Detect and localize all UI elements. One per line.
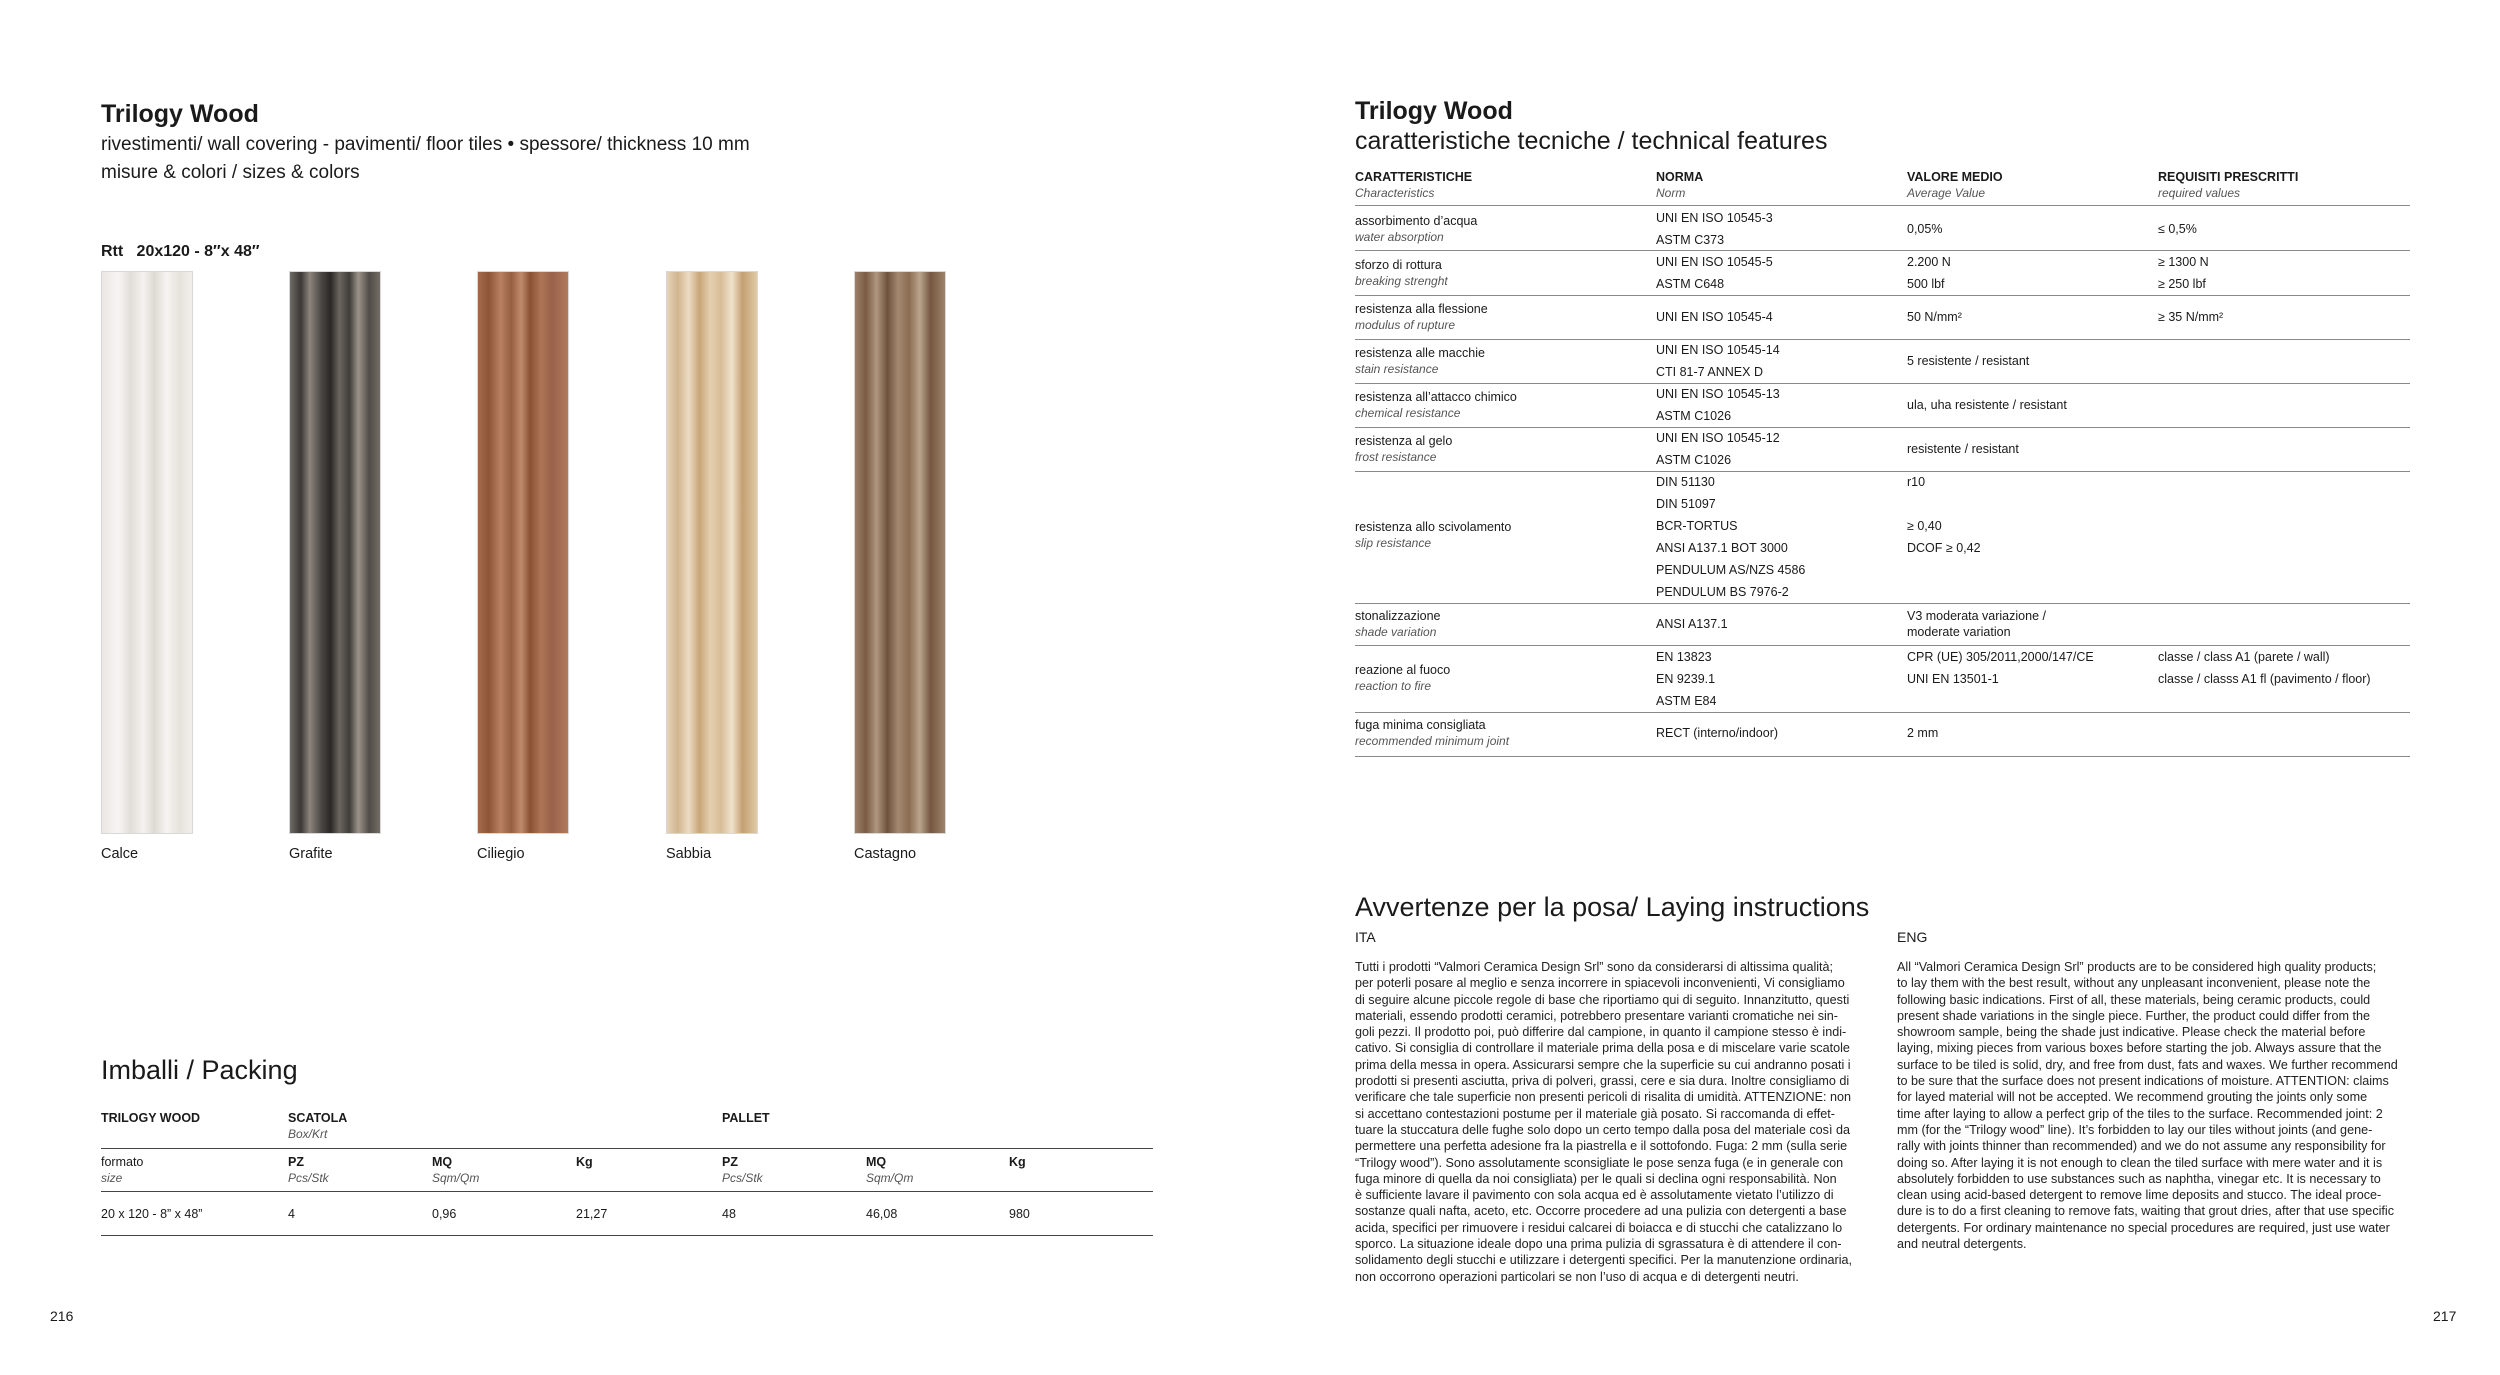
packing-rule-3 bbox=[101, 1235, 1153, 1236]
ita-line: prima della messa in opera. Assicurarsi sempre che la superficie su cui andranno posati i bbox=[1355, 1057, 1851, 1072]
packing-rule-2 bbox=[101, 1191, 1153, 1192]
row-6-norm-5: PENDULUM BS 7976-2 bbox=[1656, 585, 1789, 599]
ita-line: sporco. La situazione ideale dopo una prima pulizia di sgrassatura è di attendere il con- bbox=[1355, 1237, 1842, 1252]
tech-rule-6 bbox=[1355, 471, 2410, 472]
row-3-it: resistenza alle macchie bbox=[1355, 346, 1485, 360]
page-number-left: 216 bbox=[50, 1308, 74, 1324]
packing-box-subheader: Box/Krt bbox=[288, 1127, 328, 1141]
tile-sabbia bbox=[666, 271, 758, 834]
col-box-mq-sub: Sqm/Qm bbox=[432, 1171, 480, 1185]
col-box-pz-sub: Pcs/Stk bbox=[288, 1171, 329, 1185]
row-2-value-0: 50 N/mm² bbox=[1907, 310, 1962, 324]
row-6-norm-2: BCR-TORTUS bbox=[1656, 519, 1738, 533]
ita-line: sostanze quali nafta, aceto, etc. Occorre procedere ad una pulizia con detergenti a base bbox=[1355, 1204, 1847, 1219]
hdr-norm-en: Norm bbox=[1656, 186, 1686, 200]
tile-calce bbox=[101, 271, 193, 834]
laying-title: Avvertenze per la posa/ Laying instructions bbox=[1355, 892, 1870, 922]
row-0-norm-0: UNI EN ISO 10545-3 bbox=[1656, 211, 1773, 225]
hdr-required: REQUISITI PRESCRITTI bbox=[2158, 170, 2299, 184]
row-4-norm-1: ASTM C1026 bbox=[1656, 409, 1732, 423]
tech-rule-3 bbox=[1355, 339, 2410, 340]
tech-rule-8 bbox=[1355, 645, 2410, 646]
tile-caption-ciliegio: Ciliegio bbox=[477, 846, 525, 862]
eng-line: for layed material will not be accepted. We recommend grouting the joints only some bbox=[1897, 1090, 2368, 1105]
row-1-norm-1: ASTM C648 bbox=[1656, 277, 1725, 291]
row-box-mq: 0,96 bbox=[432, 1207, 457, 1221]
row-9-en: recommended minimum joint bbox=[1355, 734, 1510, 748]
row-7-it: stonalizzazione bbox=[1355, 609, 1441, 623]
row-8-value-0: CPR (UE) 305/2011,2000/147/CE bbox=[1907, 650, 2094, 664]
eng-line: clean using acid-based detergent to remove lime deposits and stucco. The ideal proce- bbox=[1897, 1188, 2382, 1203]
row-0-value-0: 0,05% bbox=[1907, 222, 1943, 236]
row-box-kg: 21,27 bbox=[576, 1207, 608, 1221]
row-8-value-1: UNI EN 13501-1 bbox=[1907, 672, 1999, 686]
tech-rule-2 bbox=[1355, 295, 2410, 296]
row-0-en: water absorption bbox=[1355, 230, 1444, 244]
tech-rule-10 bbox=[1355, 756, 2410, 757]
ita-line: per poterli posare al meglio e senza incorrere in spiacevoli inconvenienti, Vi consigliamo bbox=[1355, 976, 1845, 991]
row-8-norm-2: ASTM E84 bbox=[1656, 694, 1717, 708]
row-1-en: breaking strenght bbox=[1355, 274, 1448, 288]
row-1-value-1: 500 lbf bbox=[1907, 277, 1945, 291]
tile-caption-castagno: Castagno bbox=[854, 846, 917, 862]
row-9-value-0: 2 mm bbox=[1907, 726, 1939, 740]
row-0-req-0: ≤ 0,5% bbox=[2158, 222, 2197, 236]
right-title: Trilogy Wood bbox=[1355, 97, 1513, 125]
ita-line: verificare che tale superficie non presenti pericoli di risalita di umidità. ATTENZIONE: non bbox=[1355, 1090, 1852, 1105]
row-box-pz: 4 bbox=[288, 1207, 295, 1221]
row-pallet-kg: 980 bbox=[1009, 1207, 1030, 1221]
col-pallet-mq: MQ bbox=[866, 1155, 887, 1169]
left-subtitle-2: misure & colori / sizes & colors bbox=[101, 162, 360, 183]
eng-line: to be sure that the surface does not present indications of moisture. ATTENTION: claims bbox=[1897, 1074, 2389, 1089]
col-pallet-pz: PZ bbox=[722, 1155, 738, 1169]
row-5-en: frost resistance bbox=[1355, 450, 1437, 464]
row-1-req-1: ≥ 250 lbf bbox=[2158, 277, 2206, 291]
ita-line: materiali, essendo prodotti ceramici, potrebbero presentare varianti cromatiche nei sin- bbox=[1355, 1008, 1838, 1023]
row-8-en: reaction to fire bbox=[1355, 679, 1432, 693]
left-title: Trilogy Wood bbox=[101, 100, 259, 128]
eng-line: time after laying to allow a perfect grip of the tiles to the surface. Recommended joint: 2 bbox=[1897, 1106, 2383, 1121]
row-6-it: resistenza allo scivolamento bbox=[1355, 520, 1512, 534]
ita-line: fuga minore di quella da noi consigliata) per le quali si declina ogni responsabilità. Non bbox=[1355, 1171, 1837, 1186]
row-5-value-0: resistente / resistant bbox=[1907, 442, 2019, 456]
row-3-en: stain resistance bbox=[1355, 362, 1439, 376]
eng-line: showroom sample, being the shade just indicative. Please check the material before bbox=[1897, 1025, 2366, 1040]
col-pallet-pz-sub: Pcs/Stk bbox=[722, 1171, 763, 1185]
tile-caption-calce: Calce bbox=[101, 846, 139, 862]
packing-box-header: SCATOLA bbox=[288, 1111, 348, 1125]
row-5-it: resistenza al gelo bbox=[1355, 434, 1453, 448]
eng-line: and neutral detergents. bbox=[1897, 1237, 2027, 1252]
row-6-en: slip resistance bbox=[1355, 536, 1432, 550]
eng-line: dure is to do a first cleaning to remove fats, waiting that grout dries, after that use specific bbox=[1897, 1204, 2395, 1219]
eng-line: to lay them with the best result, without any unpleasant inconvenient, please note the bbox=[1897, 976, 2371, 991]
ita-line: è sufficiente lavare il pavimento con sola acqua ed è assolutamente vietato l’utilizzo di bbox=[1355, 1188, 1834, 1203]
tile-ciliegio bbox=[477, 271, 569, 834]
tile-castagno bbox=[854, 271, 946, 834]
row-9-norm-0: RECT (interno/indoor) bbox=[1656, 726, 1779, 740]
row-2-norm-0: UNI EN ISO 10545-4 bbox=[1656, 310, 1773, 324]
ita-line: di seguire alcune piccole regole di base che riportiamo qui di seguito. Innanzitutto, questi bbox=[1355, 992, 1850, 1007]
packing-rule-1 bbox=[101, 1148, 1153, 1149]
col-box-kg: Kg bbox=[576, 1155, 593, 1169]
ita-line: cativo. Si consiglia di controllare il materiale prima della posa e di miscelare varie scatole bbox=[1355, 1041, 1850, 1056]
tile-caption-grafite: Grafite bbox=[289, 846, 333, 862]
eng-line: surface to be tiled is solid, dry, and free from dust, fats and waxes. We further recommend bbox=[1897, 1057, 2398, 1072]
row-4-norm-0: UNI EN ISO 10545-13 bbox=[1656, 387, 1780, 401]
row-6-value-0: r10 bbox=[1907, 475, 1926, 489]
eng-line: present shade variations in the single piece. Further, the product could differ from the bbox=[1897, 1008, 2371, 1023]
row-4-value-0: ula, uha resistente / resistant bbox=[1907, 398, 2067, 412]
ita-line: solidamento degli stucchi e utilizzare i detergenti specifici. Per la manutenzione ordinaria, bbox=[1355, 1253, 1853, 1268]
eng-line: absolutely forbidden to use substances such as naphtha, vinegar etc. It is necessary to bbox=[1897, 1171, 2381, 1186]
row-4-en: chemical resistance bbox=[1355, 406, 1461, 420]
laying-ita-label: ITA bbox=[1355, 929, 1376, 945]
tile-caption-sabbia: Sabbia bbox=[666, 846, 712, 862]
eng-line: detergents. For ordinary maintenance no special procedures are required, just use water bbox=[1897, 1220, 2390, 1235]
ita-line: si accettano contestazioni postume per il materiale già posato. Si raccomanda di effet- bbox=[1355, 1106, 1835, 1121]
packing-product-header: TRILOGY WOOD bbox=[101, 1111, 201, 1125]
row-1-value-0: 2.200 N bbox=[1907, 255, 1951, 269]
row-5-norm-1: ASTM C1026 bbox=[1656, 453, 1732, 467]
laying-eng-label: ENG bbox=[1897, 929, 1928, 945]
eng-line: mm (for the “Trilogy wood” line). It’s forbidden to lay our tiles without joints (and gene- bbox=[1897, 1122, 2373, 1137]
eng-line: All “Valmori Ceramica Design Srl” products are to be considered high quality products; bbox=[1897, 960, 2377, 974]
tech-rule-4 bbox=[1355, 383, 2410, 384]
hdr-required-en: required values bbox=[2158, 186, 2241, 200]
row-5-norm-0: UNI EN ISO 10545-12 bbox=[1656, 431, 1780, 445]
ita-line: prodotti si presenti asciutta, priva di polveri, grassi, cere e sia dura. Inoltre consigliamo di bbox=[1355, 1074, 1850, 1089]
row-8-req-1: classe / classs A1 fl (pavimento / floor) bbox=[2158, 672, 2371, 686]
eng-line: doing so. After laying it is not enough to clean the tiled surface with mere water and it is bbox=[1897, 1155, 2383, 1170]
row-3-norm-0: UNI EN ISO 10545-14 bbox=[1656, 343, 1780, 357]
col-format-sub: size bbox=[101, 1171, 123, 1185]
tech-rule-7 bbox=[1355, 603, 2410, 604]
row-8-norm-1: EN 9239.1 bbox=[1656, 672, 1716, 686]
row-6-norm-0: DIN 51130 bbox=[1656, 475, 1715, 489]
size-label: Rtt 20x120 - 8″x 48″ bbox=[101, 243, 260, 260]
col-box-pz: PZ bbox=[288, 1155, 304, 1169]
hdr-norm: NORMA bbox=[1656, 170, 1704, 184]
row-6-value-2: ≥ 0,40 bbox=[1907, 519, 1942, 533]
ita-line: goli pezzi. Il prodotto poi, può differire dal campione, in quanto il campione stesso è indi- bbox=[1355, 1025, 1847, 1040]
tech-rule-9 bbox=[1355, 712, 2410, 713]
laying-eng-text bbox=[1897, 959, 2410, 1252]
row-pallet-pz: 48 bbox=[722, 1207, 736, 1221]
hdr-characteristics-en: Characteristics bbox=[1355, 186, 1435, 200]
row-0-it: assorbimento d’acqua bbox=[1355, 214, 1478, 228]
packing-title: Imballi / Packing bbox=[101, 1055, 298, 1085]
row-3-value-0: 5 resistente / resistant bbox=[1907, 354, 2030, 368]
col-format: formato bbox=[101, 1155, 144, 1169]
row-7-value-0: V3 moderata variazione / bbox=[1907, 609, 2046, 623]
ita-line: Tutti i prodotti “Valmori Ceramica Design Srl” sono da considerarsi di altissima qualità; bbox=[1355, 960, 1834, 974]
ita-line: permettere una perfetta adesione fra la piastrella e il sottofondo. Fuga: 2 mm (sulla serie bbox=[1355, 1139, 1848, 1154]
page-number-right: 217 bbox=[2433, 1308, 2457, 1324]
row-3-norm-1: CTI 81-7 ANNEX D bbox=[1656, 365, 1763, 379]
packing-pallet-header: PALLET bbox=[722, 1111, 770, 1125]
row-6-norm-4: PENDULUM AS/NZS 4586 bbox=[1656, 563, 1806, 577]
col-box-mq: MQ bbox=[432, 1155, 453, 1169]
row-1-norm-0: UNI EN ISO 10545-5 bbox=[1656, 255, 1773, 269]
ita-line: acida, specifici per rimuovere i residui calcarei di boiacca e di stucchi che catalizzano lo bbox=[1355, 1220, 1843, 1235]
right-subtitle: caratteristiche tecniche / technical features bbox=[1355, 127, 1828, 155]
ita-line: tuare la stuccatura delle fughe solo dopo un certo tempo dalla posa del materiale così da bbox=[1355, 1122, 1850, 1137]
hdr-average: VALORE MEDIO bbox=[1907, 170, 2003, 184]
row-8-req-0: classe / class A1 (parete / wall) bbox=[2158, 650, 2330, 664]
hdr-average-en: Average Value bbox=[1907, 186, 1986, 200]
row-1-req-0: ≥ 1300 N bbox=[2158, 255, 2209, 269]
row-2-it: resistenza alla flessione bbox=[1355, 302, 1488, 316]
row-6-norm-3: ANSI A137.1 BOT 3000 bbox=[1656, 541, 1788, 555]
ita-line: “Trilogy wood”). Sono assolutamente sconsigliate le pose senza fuga (e in generale con bbox=[1355, 1155, 1844, 1170]
row-8-norm-0: EN 13823 bbox=[1656, 650, 1712, 664]
laying-ita-text bbox=[1355, 959, 1868, 1285]
row-4-it: resistenza all’attacco chimico bbox=[1355, 390, 1517, 404]
row-7-en: shade variation bbox=[1355, 625, 1437, 639]
row-6-value-3: DCOF ≥ 0,42 bbox=[1907, 541, 1981, 555]
row-1-it: sforzo di rottura bbox=[1355, 258, 1442, 272]
row-format: 20 x 120 - 8” x 48” bbox=[101, 1207, 203, 1221]
tile-grafite bbox=[289, 271, 381, 834]
row-pallet-mq: 46,08 bbox=[866, 1207, 898, 1221]
tech-rule-5 bbox=[1355, 427, 2410, 428]
row-7-norm-0: ANSI A137.1 bbox=[1656, 617, 1728, 631]
left-subtitle-1: rivestimenti/ wall covering - pavimenti/ floor tiles • spessore/ thickness 10 mm bbox=[101, 134, 750, 155]
row-8-it: reazione al fuoco bbox=[1355, 663, 1451, 677]
hdr-characteristics: CARATTERISTICHE bbox=[1355, 170, 1473, 184]
tech-rule-0 bbox=[1355, 205, 2410, 206]
col-pallet-mq-sub: Sqm/Qm bbox=[866, 1171, 914, 1185]
eng-line: laying, mixing pieces from various boxes before starting the job. Always assure that the bbox=[1897, 1041, 2382, 1056]
row-2-req-0: ≥ 35 N/mm² bbox=[2158, 310, 2224, 324]
row-2-en: modulus of rupture bbox=[1355, 318, 1456, 332]
row-7-value-1: moderate variation bbox=[1907, 625, 2011, 639]
eng-line: following basic indications. First of all, these materials, being ceramic products, could bbox=[1897, 992, 2371, 1007]
col-pallet-kg: Kg bbox=[1009, 1155, 1026, 1169]
row-0-norm-1: ASTM C373 bbox=[1656, 233, 1725, 247]
row-6-norm-1: DIN 51097 bbox=[1656, 497, 1716, 511]
eng-line: rally with joints thinner than recommended) and we do not assume any responsibility for bbox=[1897, 1139, 2386, 1154]
row-9-it: fuga minima consigliata bbox=[1355, 718, 1486, 732]
ita-line: non occorrono operazioni particolari se non l’uso di acqua e di detergenti neutri. bbox=[1355, 1269, 1799, 1284]
tech-rule-1 bbox=[1355, 250, 2410, 251]
